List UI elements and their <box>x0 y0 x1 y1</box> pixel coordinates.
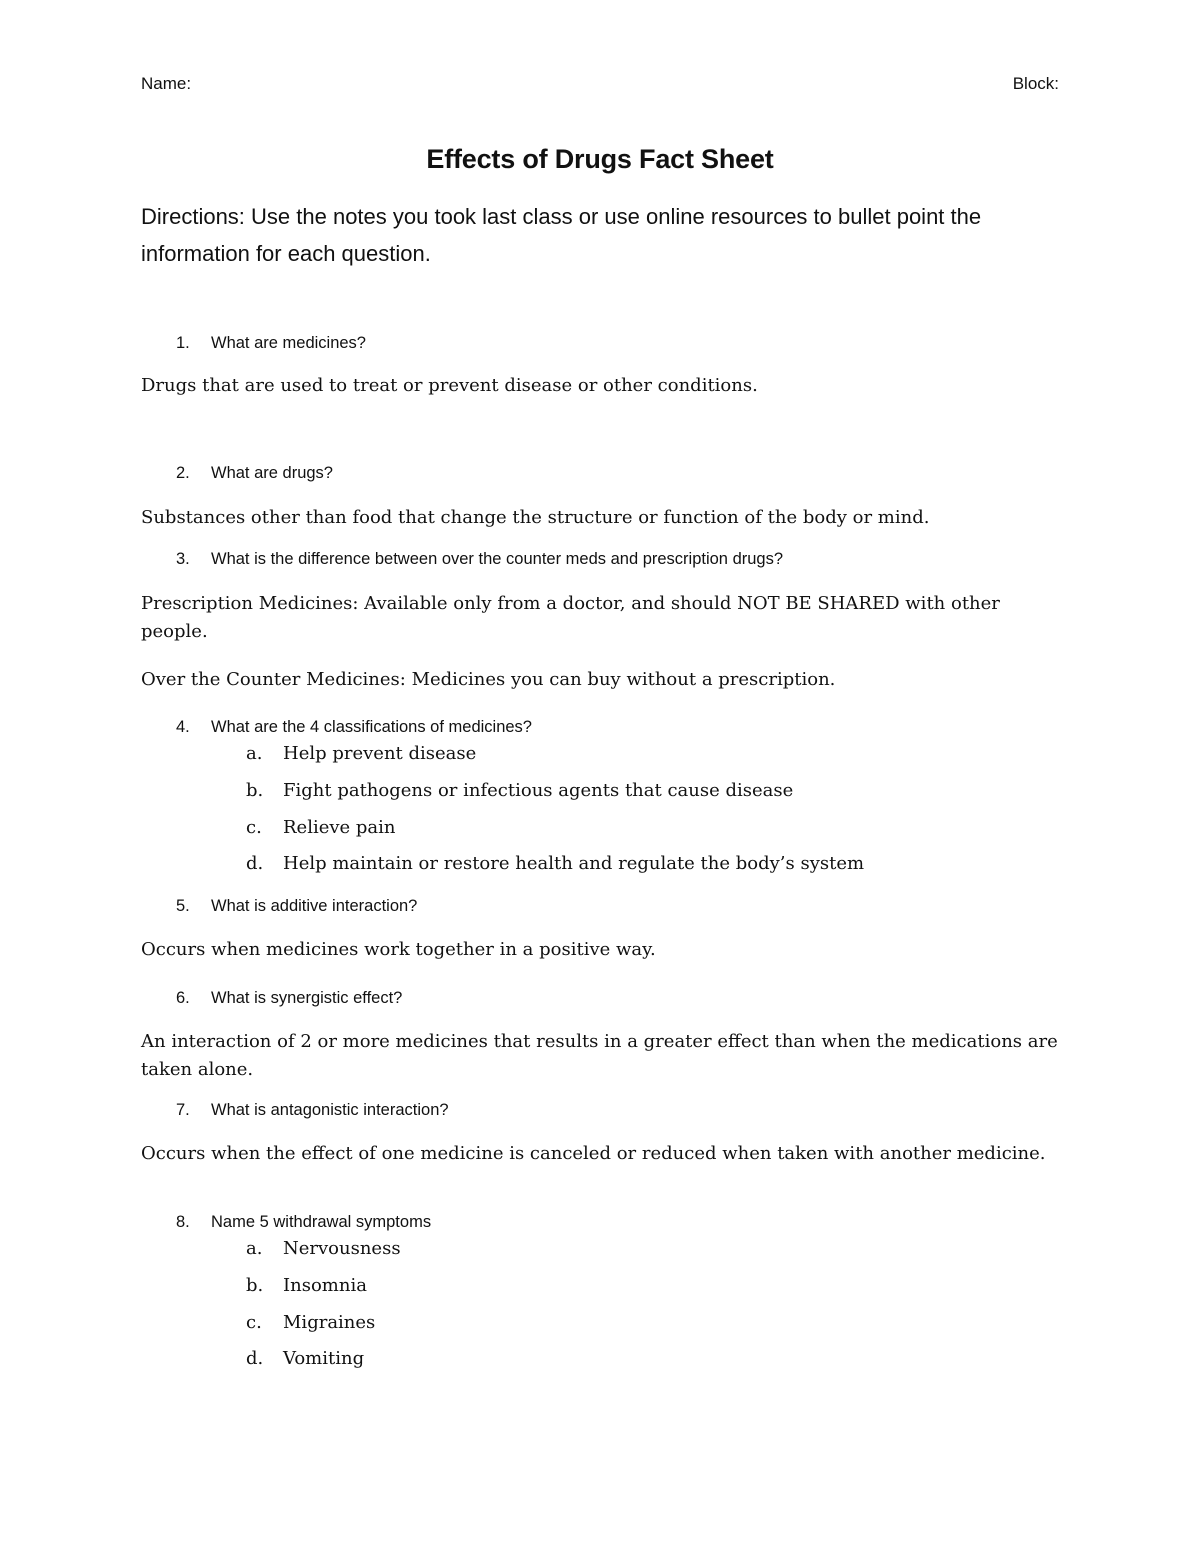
list-item <box>246 853 864 874</box>
question-text: What are the 4 classifications of medicines? <box>211 718 532 736</box>
question-number: 4. <box>176 718 190 736</box>
question-number: 3. <box>176 550 190 568</box>
question-text: What is synergistic effect? <box>211 989 403 1007</box>
block-label: Block: <box>1012 74 1059 93</box>
question-number: 1. <box>176 334 190 352</box>
list-text: Migraines <box>283 1312 376 1333</box>
question-text: What are medicines? <box>211 334 366 352</box>
list-item <box>246 743 476 764</box>
question-7 <box>176 1101 449 1120</box>
list-letter: c. <box>246 817 262 838</box>
question-text: What is additive interaction? <box>211 897 418 915</box>
list-letter: a. <box>246 1238 263 1259</box>
list-item <box>246 1275 367 1296</box>
question-number: 2. <box>176 464 190 482</box>
question-4 <box>176 718 532 737</box>
list-text: Fight pathogens or infectious agents that cause disease <box>283 780 794 801</box>
list-item <box>246 1238 401 1259</box>
question-text: What is the difference between over the counter meds and prescription drugs? <box>211 550 784 568</box>
question-2 <box>176 464 333 483</box>
question-3 <box>176 550 783 569</box>
answer-5: Occurs when medicines work together in a positive way. <box>141 939 656 960</box>
answer-2: Substances other than food that change the structure or function of the body or mind. <box>141 507 930 528</box>
question-5 <box>176 897 417 916</box>
name-label: Name: <box>141 74 192 93</box>
list-text: Help maintain or restore health and regulate the body’s system <box>283 853 865 874</box>
list-text: Vomiting <box>283 1348 365 1369</box>
answer-3-otc: Over the Counter Medicines: Medicines you can buy without a prescription. <box>141 669 836 690</box>
question-text: Name 5 withdrawal symptoms <box>211 1213 432 1231</box>
answer-7: Occurs when the effect of one medicine is canceled or reduced when taken with another medicine. <box>141 1143 1046 1164</box>
question-8 <box>176 1213 431 1232</box>
list-letter: d. <box>246 1348 264 1369</box>
question-text: What is antagonistic interaction? <box>211 1101 449 1119</box>
page-title: Effects of Drugs Fact Sheet <box>426 144 774 174</box>
list-text: Insomnia <box>283 1275 367 1296</box>
answer-6: An interaction of 2 or more medicines that results in a greater effect than when the medications are taken alone. <box>141 1031 1058 1080</box>
question-number: 6. <box>176 989 190 1007</box>
directions-text: Directions: Use the notes you took last class or use online resources to bullet point the information for each question. <box>141 204 982 266</box>
list-letter: b. <box>246 1275 264 1296</box>
list-item <box>246 780 793 801</box>
question-number: 8. <box>176 1213 190 1231</box>
header-row <box>141 74 1059 100</box>
list-text: Help prevent disease <box>283 743 477 764</box>
question-number: 7. <box>176 1101 190 1119</box>
question-1 <box>176 334 366 353</box>
list-text: Nervousness <box>283 1238 401 1259</box>
question-number: 5. <box>176 897 190 915</box>
answer-1: Drugs that are used to treat or prevent disease or other conditions. <box>141 375 758 396</box>
list-letter: d. <box>246 853 264 874</box>
list-letter: c. <box>246 1312 262 1333</box>
answer-3-prescription: Prescription Medicines: Available only from a doctor, and should NOT BE SHARED with other people. <box>141 593 1000 642</box>
list-item <box>246 817 396 838</box>
question-text: What are drugs? <box>211 464 333 482</box>
list-item <box>246 1312 375 1333</box>
list-text: Relieve pain <box>283 817 396 838</box>
list-letter: a. <box>246 743 263 764</box>
list-letter: b. <box>246 780 264 801</box>
question-6 <box>176 989 402 1008</box>
list-item <box>246 1348 364 1369</box>
